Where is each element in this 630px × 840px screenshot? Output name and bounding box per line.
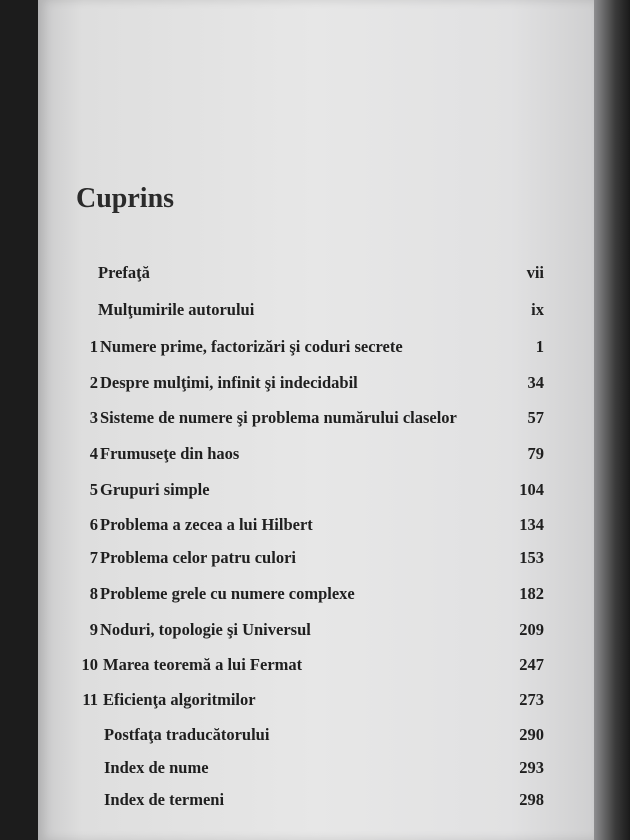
book-page <box>38 0 594 840</box>
toc-entry <box>38 300 594 324</box>
toc-entry <box>38 790 594 814</box>
toc-entry <box>38 620 594 644</box>
entry-title: Frumuseţe din haos <box>100 444 240 463</box>
toc-entry <box>38 690 594 714</box>
entry-title: Numere prime, factorizări şi coduri secrete <box>100 337 403 356</box>
toc-entry <box>38 337 594 361</box>
page-title: Cuprins <box>76 183 175 214</box>
entry-title: Despre mulţimi, infinit şi indecidabil <box>100 373 358 392</box>
entry-title: Probleme grele cu numere complexe <box>100 584 355 603</box>
entry-title: Eficienţa algoritmilor <box>103 690 256 709</box>
page-number: 293 <box>519 758 544 777</box>
chapter-number: 9 <box>89 620 98 639</box>
entry-title: Problema celor patru culori <box>100 548 296 567</box>
page-number: 79 <box>527 444 544 463</box>
page-number: 298 <box>519 790 544 809</box>
chapter-number: 2 <box>89 373 98 392</box>
page-number: 57 <box>527 408 544 427</box>
toc-entry <box>38 584 594 608</box>
toc-entry <box>38 373 594 397</box>
entry-title: Mulţumirile autorului <box>98 300 255 319</box>
page-number: 273 <box>519 690 544 709</box>
chapter-number: 10 <box>81 655 98 674</box>
chapter-number: 6 <box>89 515 98 534</box>
toc-entry <box>38 263 594 287</box>
page-number: 134 <box>519 515 544 534</box>
toc-entry <box>38 758 594 782</box>
entry-title: Prefaţă <box>98 263 150 282</box>
entry-title: Index de nume <box>104 758 209 777</box>
entry-title: Index de termeni <box>104 790 225 809</box>
entry-title: Postfaţa traducătorului <box>104 725 270 744</box>
toc-entry <box>38 655 594 679</box>
book-edge <box>594 0 630 840</box>
page-number: 247 <box>519 655 544 674</box>
page-number: vii <box>526 263 544 282</box>
toc-entry <box>38 408 594 432</box>
chapter-number: 7 <box>89 548 98 567</box>
toc-entry <box>38 515 594 539</box>
chapter-number: 4 <box>89 444 98 463</box>
entry-title: Problema a zecea a lui Hilbert <box>100 515 313 534</box>
page-number: 182 <box>519 584 544 603</box>
chapter-number: 11 <box>82 690 98 709</box>
toc-entry <box>38 480 594 504</box>
chapter-number: 3 <box>89 408 98 427</box>
toc-entry <box>38 725 594 749</box>
page-number: 153 <box>519 548 544 567</box>
page-number: 1 <box>535 337 544 356</box>
page-number: 209 <box>519 620 544 639</box>
page-number: 34 <box>527 373 544 392</box>
entry-title: Noduri, topologie şi Universul <box>100 620 311 639</box>
page-number: 290 <box>519 725 544 744</box>
entry-title: Sisteme de numere şi problema numărului claselor <box>100 408 457 427</box>
chapter-number: 5 <box>89 480 98 499</box>
page-number: ix <box>531 300 544 319</box>
entry-title: Marea teoremă a lui Fermat <box>103 655 303 674</box>
toc-entry <box>38 444 594 468</box>
table-of-contents <box>38 0 594 840</box>
chapter-number: 8 <box>89 584 98 603</box>
toc-entry <box>38 548 594 572</box>
chapter-number: 1 <box>89 337 98 356</box>
entry-title: Grupuri simple <box>100 480 210 499</box>
page-number: 104 <box>519 480 544 499</box>
